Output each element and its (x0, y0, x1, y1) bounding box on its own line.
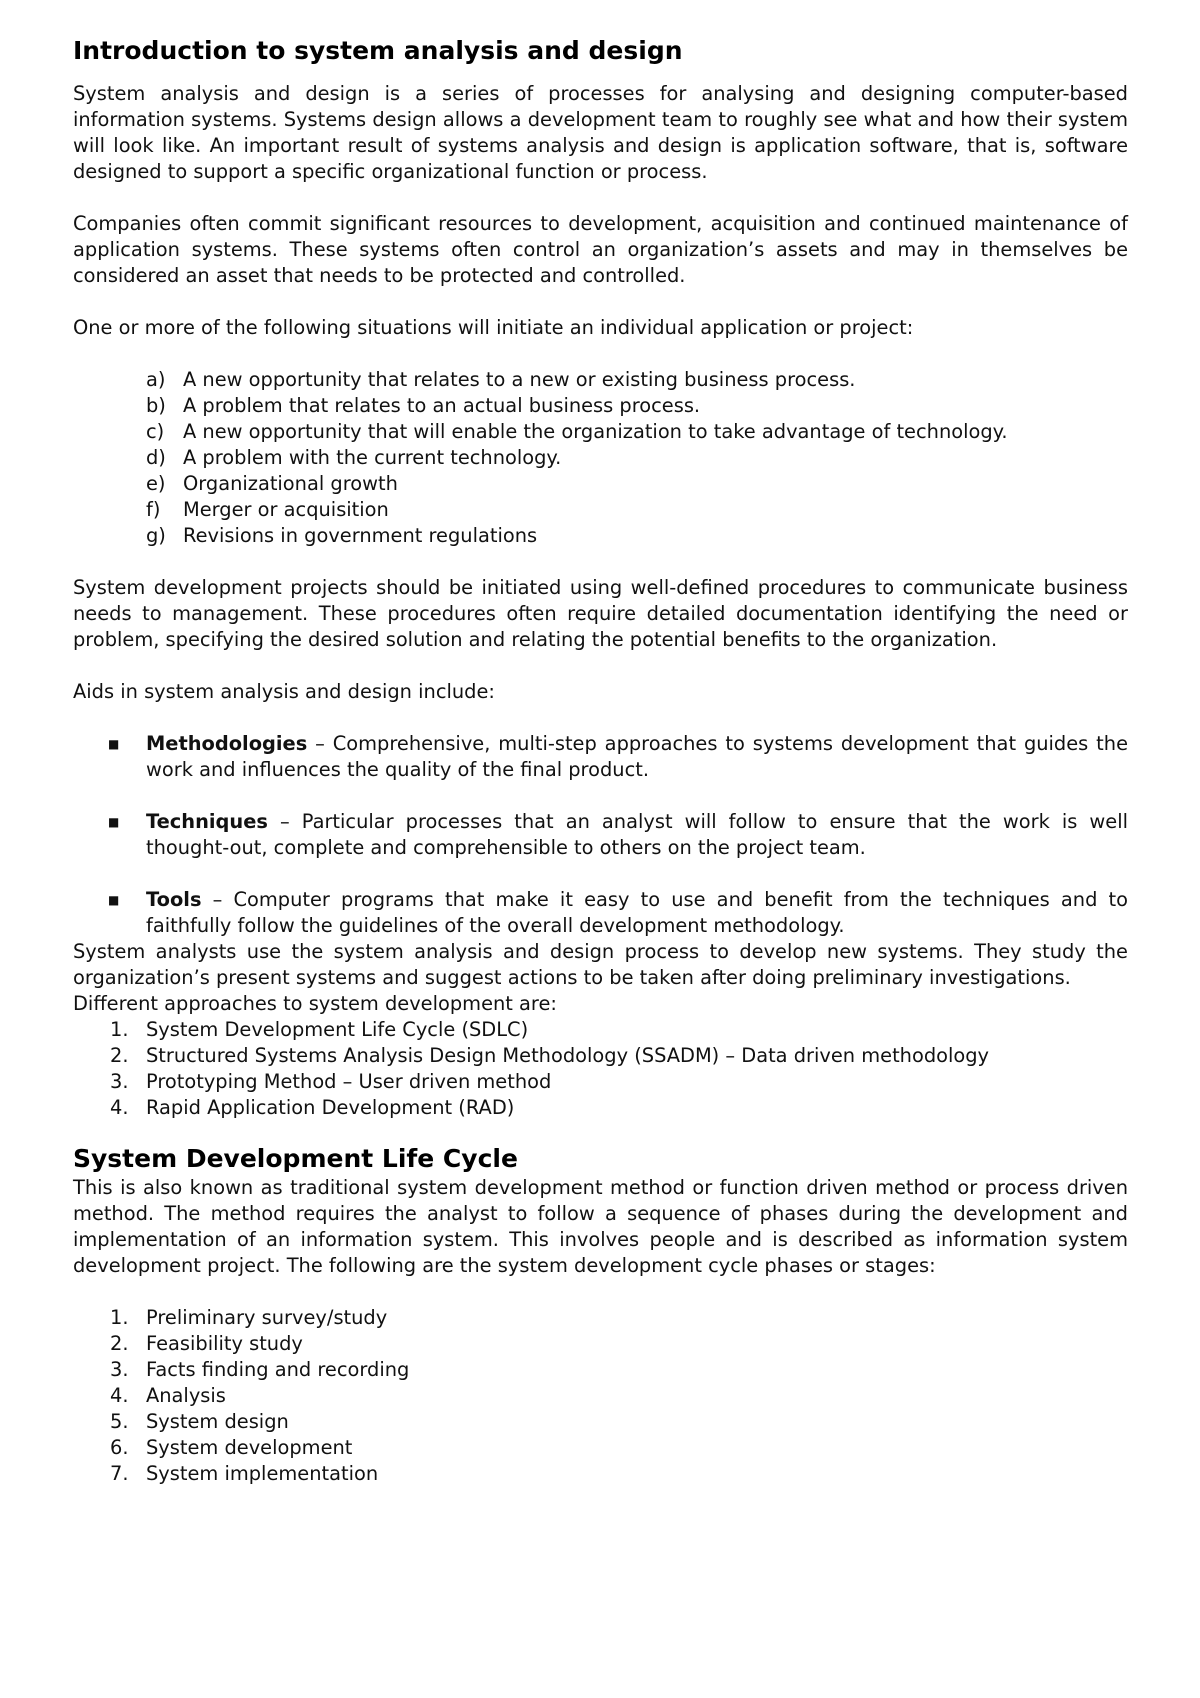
heading-introduction: Introduction to system analysis and design (73, 36, 683, 65)
list-item-text: A problem with the current technology. (183, 446, 562, 469)
paragraph-initiation: System development projects should be initiated using well-defined procedures to communicate business needs to management. These procedures often require detailed documentation identifying the need or problem, specifying the desired solution and relating the potential benefits to the organization. (73, 576, 1128, 651)
list-marker: 6. (110, 1436, 129, 1459)
list-marker: 7. (110, 1462, 129, 1485)
list-item (73, 1409, 1128, 1435)
list-item (73, 1331, 1128, 1357)
list-item (73, 1017, 1128, 1043)
list-item-text: A problem that relates to an actual business process. (183, 394, 701, 417)
list-item (73, 731, 1128, 783)
list-item-text: A new opportunity that relates to a new or existing business process. (183, 368, 856, 391)
paragraph-approaches-intro: Different approaches to system development are: (73, 992, 557, 1015)
term-description: – Comprehensive, multi-step approaches to systems development that guides the work and influences the quality of the final product. (146, 732, 1128, 781)
list-item (73, 393, 1128, 419)
list-item-text: Facts finding and recording (146, 1358, 410, 1381)
term-description: – Particular processes that an analyst will follow to ensure that the work is well thought-out, complete and comprehensible to others on the project team. (146, 810, 1128, 859)
list-item-text: Feasibility study (146, 1332, 303, 1355)
list-marker: f) (146, 498, 161, 521)
term-description: – Computer programs that make it easy to use and benefit from the techniques and to faithfully follow the guidelines of the overall development methodology. (146, 888, 1128, 937)
list-marker: b) (146, 394, 166, 417)
square-bullet-icon: ■ (108, 737, 120, 751)
list-item (73, 809, 1128, 861)
aids-list (73, 731, 1128, 939)
list-marker: 5. (110, 1410, 129, 1433)
list-item (73, 1069, 1128, 1095)
list-marker: e) (146, 472, 166, 495)
list-item (73, 445, 1128, 471)
list-item-text: System implementation (146, 1462, 379, 1485)
approaches-list (73, 1017, 1128, 1121)
list-marker: a) (146, 368, 166, 391)
list-item (73, 367, 1128, 393)
square-bullet-icon: ■ (108, 815, 120, 829)
list-marker: d) (146, 446, 166, 469)
list-item-text: Preliminary survey/study (146, 1306, 388, 1329)
list-item (73, 887, 1128, 939)
list-marker: 1. (110, 1018, 129, 1041)
list-marker: c) (146, 420, 165, 443)
list-item-text: System design (146, 1410, 289, 1433)
list-marker: g) (146, 524, 166, 547)
paragraph-analysts: System analysts use the system analysis and design process to develop new systems. They study the organization’s present systems and suggest actions to be taken after doing preliminary investigations. (73, 940, 1128, 989)
situations-list (73, 367, 1128, 549)
list-marker: 2. (110, 1044, 129, 1067)
list-item-text: Prototyping Method – User driven method (146, 1070, 552, 1093)
list-item-text: Structured Systems Analysis Design Methodology (SSADM) – Data driven methodology (146, 1044, 990, 1067)
phases-list (73, 1305, 1128, 1487)
list-item-text: System development (146, 1436, 353, 1459)
list-item (73, 1461, 1128, 1487)
list-marker: 3. (110, 1070, 129, 1093)
term-label: Methodologies (146, 732, 308, 755)
list-item (73, 1095, 1128, 1121)
list-marker: 3. (110, 1358, 129, 1381)
paragraph-situations-intro: One or more of the following situations will initiate an individual application or project: (73, 316, 914, 339)
list-item (73, 523, 1128, 549)
list-item (73, 1305, 1128, 1331)
list-item (73, 419, 1128, 445)
list-item (73, 1383, 1128, 1409)
list-marker: 2. (110, 1332, 129, 1355)
list-item (73, 471, 1128, 497)
list-marker: 1. (110, 1306, 129, 1329)
list-marker: 4. (110, 1096, 129, 1119)
term-label: Tools (146, 888, 202, 911)
list-marker: 4. (110, 1384, 129, 1407)
list-item (73, 1435, 1128, 1461)
list-item-text: Merger or acquisition (183, 498, 389, 521)
term-label: Techniques (146, 810, 268, 833)
paragraph-sdlc-description: This is also known as traditional system development method or function driven method or process driven method. The method requires the analyst to follow a sequence of phases during the development and implementation of an information system. This involves people and is described as information system development project. The following are the system development cycle phases or stages: (73, 1176, 1128, 1277)
list-item-text: System Development Life Cycle (SDLC) (146, 1018, 529, 1041)
square-bullet-icon: ■ (108, 893, 120, 907)
paragraph-resources: Companies often commit significant resources to development, acquisition and continued maintenance of application systems. These systems often control an organization’s assets and may in themselves be considered an asset that needs to be protected and controlled. (73, 212, 1128, 287)
list-item-text: Rapid Application Development (RAD) (146, 1096, 515, 1119)
list-item-text: A new opportunity that will enable the organization to take advantage of technology. (183, 420, 1008, 443)
paragraph-aids-intro: Aids in system analysis and design include: (73, 680, 495, 703)
list-item-text: Analysis (146, 1384, 226, 1407)
list-item (73, 497, 1128, 523)
list-item-text: Organizational growth (183, 472, 398, 495)
list-item (73, 1357, 1128, 1383)
list-item-text: Revisions in government regulations (183, 524, 538, 547)
heading-sdlc: System Development Life Cycle (73, 1144, 518, 1173)
list-item (73, 1043, 1128, 1069)
paragraph-definition: System analysis and design is a series of processes for analysing and designing computer-based information systems. Systems design allows a development team to roughly see what and how their system will look like. An important result of systems analysis and design is application software, that is, software designed to support a specific organizational function or process. (73, 82, 1128, 183)
